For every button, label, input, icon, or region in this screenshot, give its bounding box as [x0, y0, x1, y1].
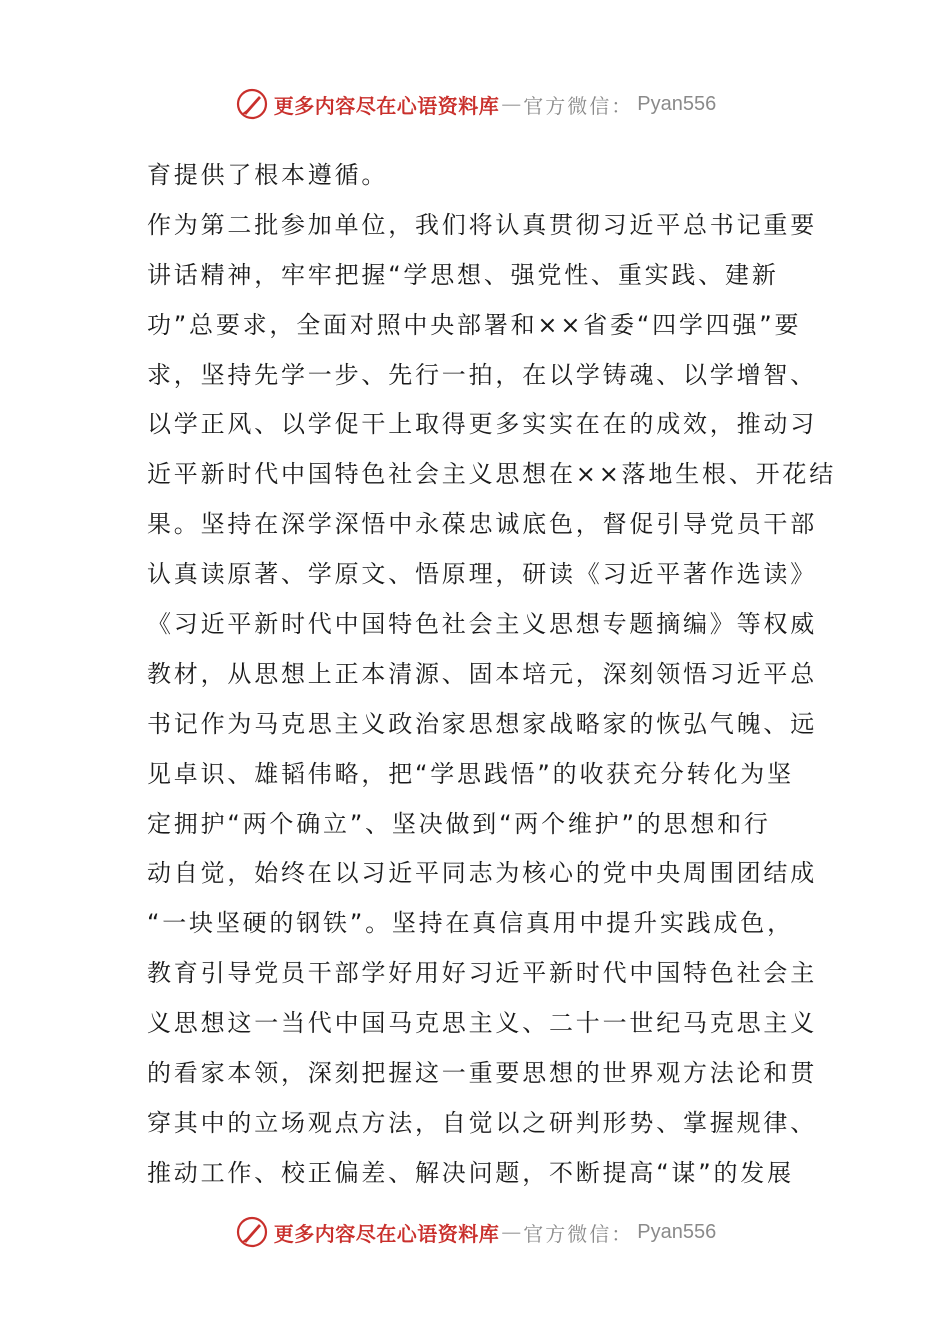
footer-watermark [0, 1212, 950, 1252]
watermark-separator: — [501, 92, 522, 116]
text-line: 认真读原著、学原文、悟原理，研读《习近平著作选读》 [147, 560, 817, 589]
text-line: 教育引导党员干部学好用好习近平新时代中国特色社会主 [147, 959, 817, 988]
watermark-brand: 更多内容尽在心语资料库 [273, 1221, 500, 1246]
text-line: 果。坚持在深学深悟中永葆忠诚底色，督促引导党员干部 [147, 510, 817, 539]
text-line: 义思想这一当代中国马克思主义、二十一世纪马克思主义 [147, 1009, 817, 1038]
text-line: 作为第二批参加单位，我们将认真贯彻习近平总书记重要 [147, 210, 817, 239]
text-line: 讲话精神，牢牢把握“学思想、强党性、重实践、建新 [147, 260, 779, 289]
watermark-wechat-label: 官方微信： [523, 1221, 634, 1246]
text-line: 穿其中的立场观点方法，自觉以之研判形势、掌握规律、 [147, 1108, 817, 1137]
text-line: 教材，从思想上正本清源、固本培元，深刻领悟习近平总 [147, 659, 817, 688]
text-line: 育提供了根本遵循。 [147, 161, 389, 189]
text-line: 动自觉，始终在以习近平同志为核心的党中央周围团结成 [147, 859, 817, 888]
text-line: 求，坚持先学一步、先行一拍，在以学铸魂、以学增智、 [147, 360, 817, 389]
watermark-brand: 更多内容尽在心语资料库 [273, 93, 500, 118]
text-line: 《习近平新时代中国特色社会主义思想专题摘编》等权威 [147, 610, 817, 639]
text-line: 书记作为马克思主义政治家思想家战略家的恢弘气魄、远 [147, 709, 817, 738]
text-line: 的看家本领，深刻把握这一重要思想的世界观方法论和贯 [147, 1059, 817, 1088]
document-body [147, 151, 837, 1199]
quill-pen-icon [234, 86, 270, 122]
header-watermark [0, 84, 950, 124]
text-line: 以学正风、以学促干上取得更多实实在在的成效，推动习 [147, 410, 817, 439]
watermark-separator: — [501, 1220, 522, 1244]
quill-pen-icon [234, 1214, 270, 1250]
text-line: “一块坚硬的钢铁”。坚持在真信真用中提升实践成色， [147, 909, 794, 938]
watermark-wechat-id: Pyan556 [637, 1220, 717, 1243]
text-line: 见卓识、雄韬伟略，把“学思践悟”的收获充分转化为坚 [147, 759, 794, 788]
watermark-wechat-id: Pyan556 [637, 92, 717, 115]
text-line: 推动工作、校正偏差、解决问题，不断提高“谋”的发展 [147, 1158, 794, 1187]
watermark-wechat-label: 官方微信： [523, 93, 634, 118]
text-line: 定拥护“两个确立”、坚决做到“两个维护”的思想和行 [147, 809, 771, 838]
text-line: 近平新时代中国特色社会主义思想在××落地生根、开花结 [147, 460, 837, 489]
text-line: 功”总要求，全面对照中央部署和××省委“四学四强”要 [147, 310, 802, 339]
